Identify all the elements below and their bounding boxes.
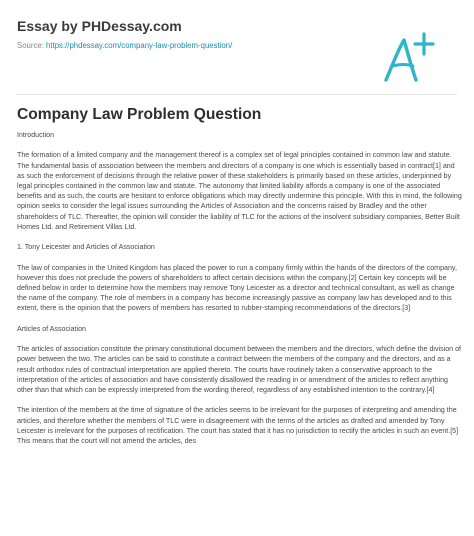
source-label: Source: — [17, 41, 47, 50]
section2-paragraph-2: The intention of the members at the time of signature of the articles seems to be irrelevant for the purposes of interpreting and amending the articles, and therefore whether the members of TLC were in disagreement with the terms of the articles as drafted and amended by Tony Leicester is irrelevant for the purposes of rectification. The court has stated that it has no jurisdiction to rectify the articles in such an event.[5] This means that the court will not amend the articles, des — [17, 406, 459, 445]
essay-body — [17, 130, 463, 456]
intro-heading: Introduction — [17, 131, 55, 139]
section1-paragraph: The law of companies in the United Kingdom has placed the power to run a company firmly within the hands of the directors of the company, however this does not preclude the powers of shareholders to affect certain decisions within the company.[2] Certain key concepts will be defined below in order to determine how the members may remove Tony Leicester as a director and technical consultant, as well as change the name of the company. The role of members in a company has become increasingly passive as company law has developed and to this extent, there is the opinion that the powers of members has resorted to rubber-stamping recommendations of the directors.[3] — [17, 263, 457, 313]
section-heading-tony-leicester: 1. Tony Leicester and Articles of Association — [17, 243, 155, 252]
section2-paragraph-1: The articles of association constitute the primary constitutional document between the members and the directors, which define the division of power between the two. The articles can be said to constitute a contract between the members of the company and the directors, and as a result orthodox rules of contractual interpretation are applied thereto. The courts have routinely taken a conservative approach to the interpretation of the articles of association and have consistently disallowed the reading in or amendment of the articles to reflect anything other than that which can be expressly interpreted from the wording thereof, regardless of any established intention to the contrary.[4] — [17, 345, 461, 394]
header-divider — [17, 94, 457, 95]
page-title: Company Law Problem Question — [17, 106, 262, 123]
source-line — [17, 41, 232, 50]
section-heading-articles: Articles of Association — [17, 324, 86, 333]
intro-paragraph: The formation of a limited company and the management thereof is a complex set of legal principles contained in common law and statute. The fundamental basis of association between the members and directors of a company is one which is essentially based in contract[1] and as such the enforcement of decisions through the relative power of these stakeholders is primarily based on these articles, underpinned by legal principles contained in the common law and statute. The autonomy that limited liability affords a company is one of the associated benefits and as such, the courts are hesitant to enforce obligations which may directly undermine this principle. With this in mind, the following opinion seeks to consider the legal issues surrounding the Articles of Association and the concerns raised by Bradley and the other shareholders of TLC. Thereafter, the opinion will consider the liability of TLC for the actions of the insolvent subsidiary companies, Better Built Homes Ltd. and Retirement Villas Ltd. — [17, 151, 462, 231]
site-brand[interactable]: Essay by PHDessay.com — [17, 18, 182, 34]
a-plus-logo-icon — [380, 28, 438, 88]
source-link[interactable]: https://phdessay.com/company-law-problem-question/ — [46, 41, 233, 50]
